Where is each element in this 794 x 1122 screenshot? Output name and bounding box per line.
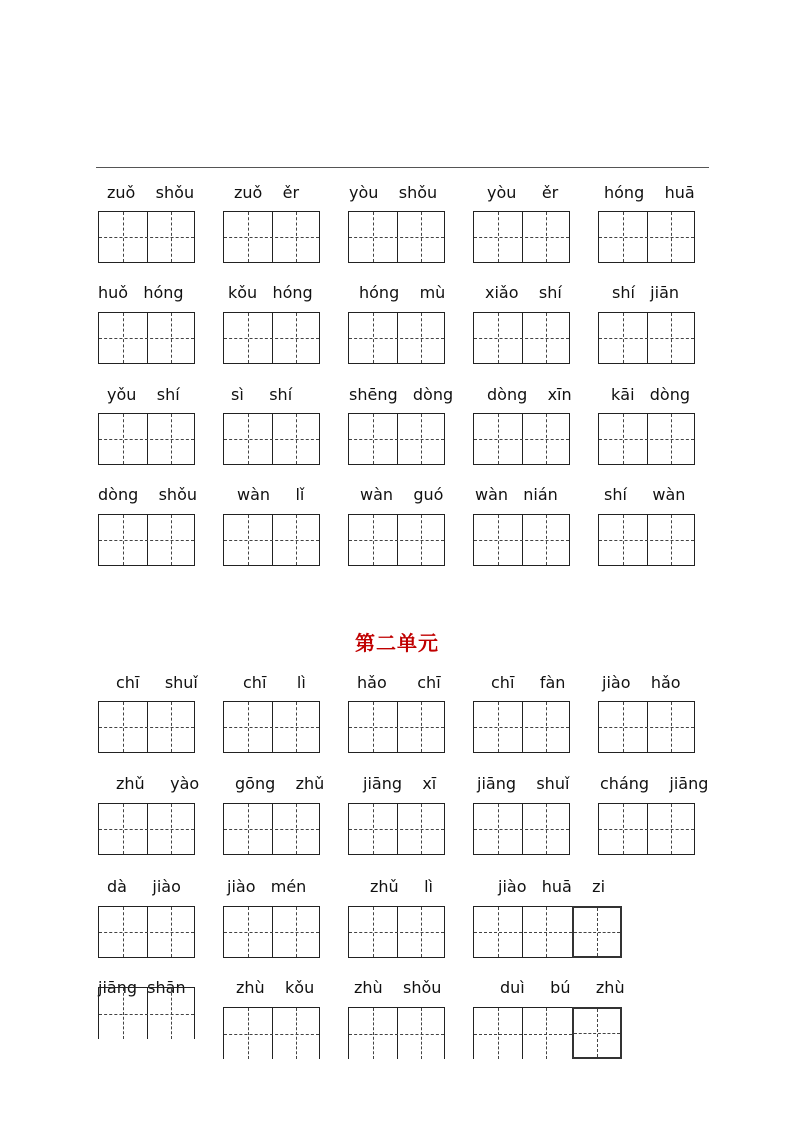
writing-grid[interactable]: [598, 211, 695, 263]
word-pinyin: zhù kǒu: [236, 978, 315, 997]
writing-grid[interactable]: [348, 1007, 445, 1059]
writing-grid[interactable]: [348, 906, 445, 958]
writing-grid[interactable]: [98, 987, 195, 1039]
writing-grid[interactable]: [348, 413, 445, 465]
writing-grid[interactable]: [223, 906, 320, 958]
writing-grid[interactable]: [98, 906, 195, 958]
word-pinyin: shēng dòng: [349, 385, 454, 404]
word-pinyin: gōng zhǔ: [235, 774, 325, 793]
writing-grid[interactable]: [473, 312, 570, 364]
word-pinyin: wàn lǐ: [237, 485, 305, 504]
writing-grid[interactable]: [348, 514, 445, 566]
writing-grid[interactable]: [98, 514, 195, 566]
writing-grid[interactable]: [598, 312, 695, 364]
writing-grid[interactable]: [473, 413, 570, 465]
writing-grid[interactable]: [598, 413, 695, 465]
word-pinyin: wàn guó: [360, 485, 444, 504]
word-pinyin: kǒu hóng: [228, 283, 313, 302]
word-pinyin: chī lì: [243, 673, 306, 692]
word-pinyin: chī fàn: [491, 673, 566, 692]
word-pinyin: yǒu shí: [107, 385, 180, 404]
writing-grid[interactable]: [223, 1007, 320, 1059]
word-pinyin: sì shí: [231, 385, 293, 404]
word-pinyin: cháng jiāng: [600, 774, 709, 793]
word-pinyin: xiǎo shí: [485, 283, 562, 302]
writing-grid[interactable]: [473, 803, 570, 855]
word-pinyin: zuǒ ěr: [234, 183, 300, 202]
writing-grid[interactable]: [348, 211, 445, 263]
word-pinyin: yòu shǒu: [349, 183, 438, 202]
top-rule: [96, 167, 709, 168]
word-pinyin: yòu ěr: [487, 183, 559, 202]
word-pinyin: huǒ hóng: [98, 283, 184, 302]
word-pinyin: jiào huā zi: [498, 877, 606, 896]
word-pinyin: shí jiān: [612, 283, 680, 302]
word-pinyin: jiào hǎo: [602, 673, 681, 692]
writing-grid[interactable]: [223, 514, 320, 566]
writing-grid[interactable]: [598, 514, 695, 566]
writing-grid[interactable]: [598, 803, 695, 855]
writing-grid[interactable]: [223, 803, 320, 855]
writing-grid[interactable]: [223, 312, 320, 364]
writing-grid[interactable]: [348, 701, 445, 753]
writing-grid[interactable]: [98, 211, 195, 263]
writing-grid[interactable]: [98, 701, 195, 753]
writing-grid[interactable]: [348, 312, 445, 364]
word-pinyin: wàn nián: [475, 485, 558, 504]
word-pinyin: zhù shǒu: [354, 978, 442, 997]
word-pinyin: jiāng shuǐ: [477, 774, 570, 793]
word-pinyin: shí wàn: [604, 485, 686, 504]
word-pinyin: hǎo chī: [357, 673, 441, 692]
writing-grid[interactable]: [98, 803, 195, 855]
writing-grid[interactable]: [473, 906, 573, 958]
word-pinyin: hóng mù: [359, 283, 446, 302]
word-pinyin: chī shuǐ: [116, 673, 198, 692]
word-pinyin: jiāng xī: [363, 774, 437, 793]
word-pinyin: zhǔ lì: [370, 877, 433, 896]
writing-grid[interactable]: [223, 413, 320, 465]
writing-grid-third[interactable]: [572, 1007, 622, 1059]
writing-grid[interactable]: [473, 1007, 573, 1059]
writing-grid[interactable]: [98, 312, 195, 364]
word-pinyin: duì bú zhù: [500, 978, 625, 997]
word-pinyin: kāi dòng: [611, 385, 691, 404]
word-pinyin: dòng shǒu: [98, 485, 197, 504]
writing-grid[interactable]: [473, 514, 570, 566]
word-pinyin: jiāng shān: [98, 978, 186, 997]
writing-grid-third[interactable]: [572, 906, 622, 958]
word-pinyin: zhǔ yào: [116, 774, 200, 793]
word-pinyin: jiào mén: [227, 877, 307, 896]
unit-title: 第二单元: [355, 631, 439, 655]
writing-grid[interactable]: [473, 211, 570, 263]
word-pinyin: hóng huā: [604, 183, 695, 202]
word-pinyin: dà jiào: [107, 877, 181, 896]
writing-grid[interactable]: [348, 803, 445, 855]
writing-grid[interactable]: [98, 413, 195, 465]
writing-grid[interactable]: [473, 701, 570, 753]
word-pinyin: zuǒ shǒu: [107, 183, 195, 202]
word-pinyin: dòng xīn: [487, 385, 572, 404]
writing-grid[interactable]: [598, 701, 695, 753]
writing-grid[interactable]: [223, 211, 320, 263]
writing-grid[interactable]: [223, 701, 320, 753]
